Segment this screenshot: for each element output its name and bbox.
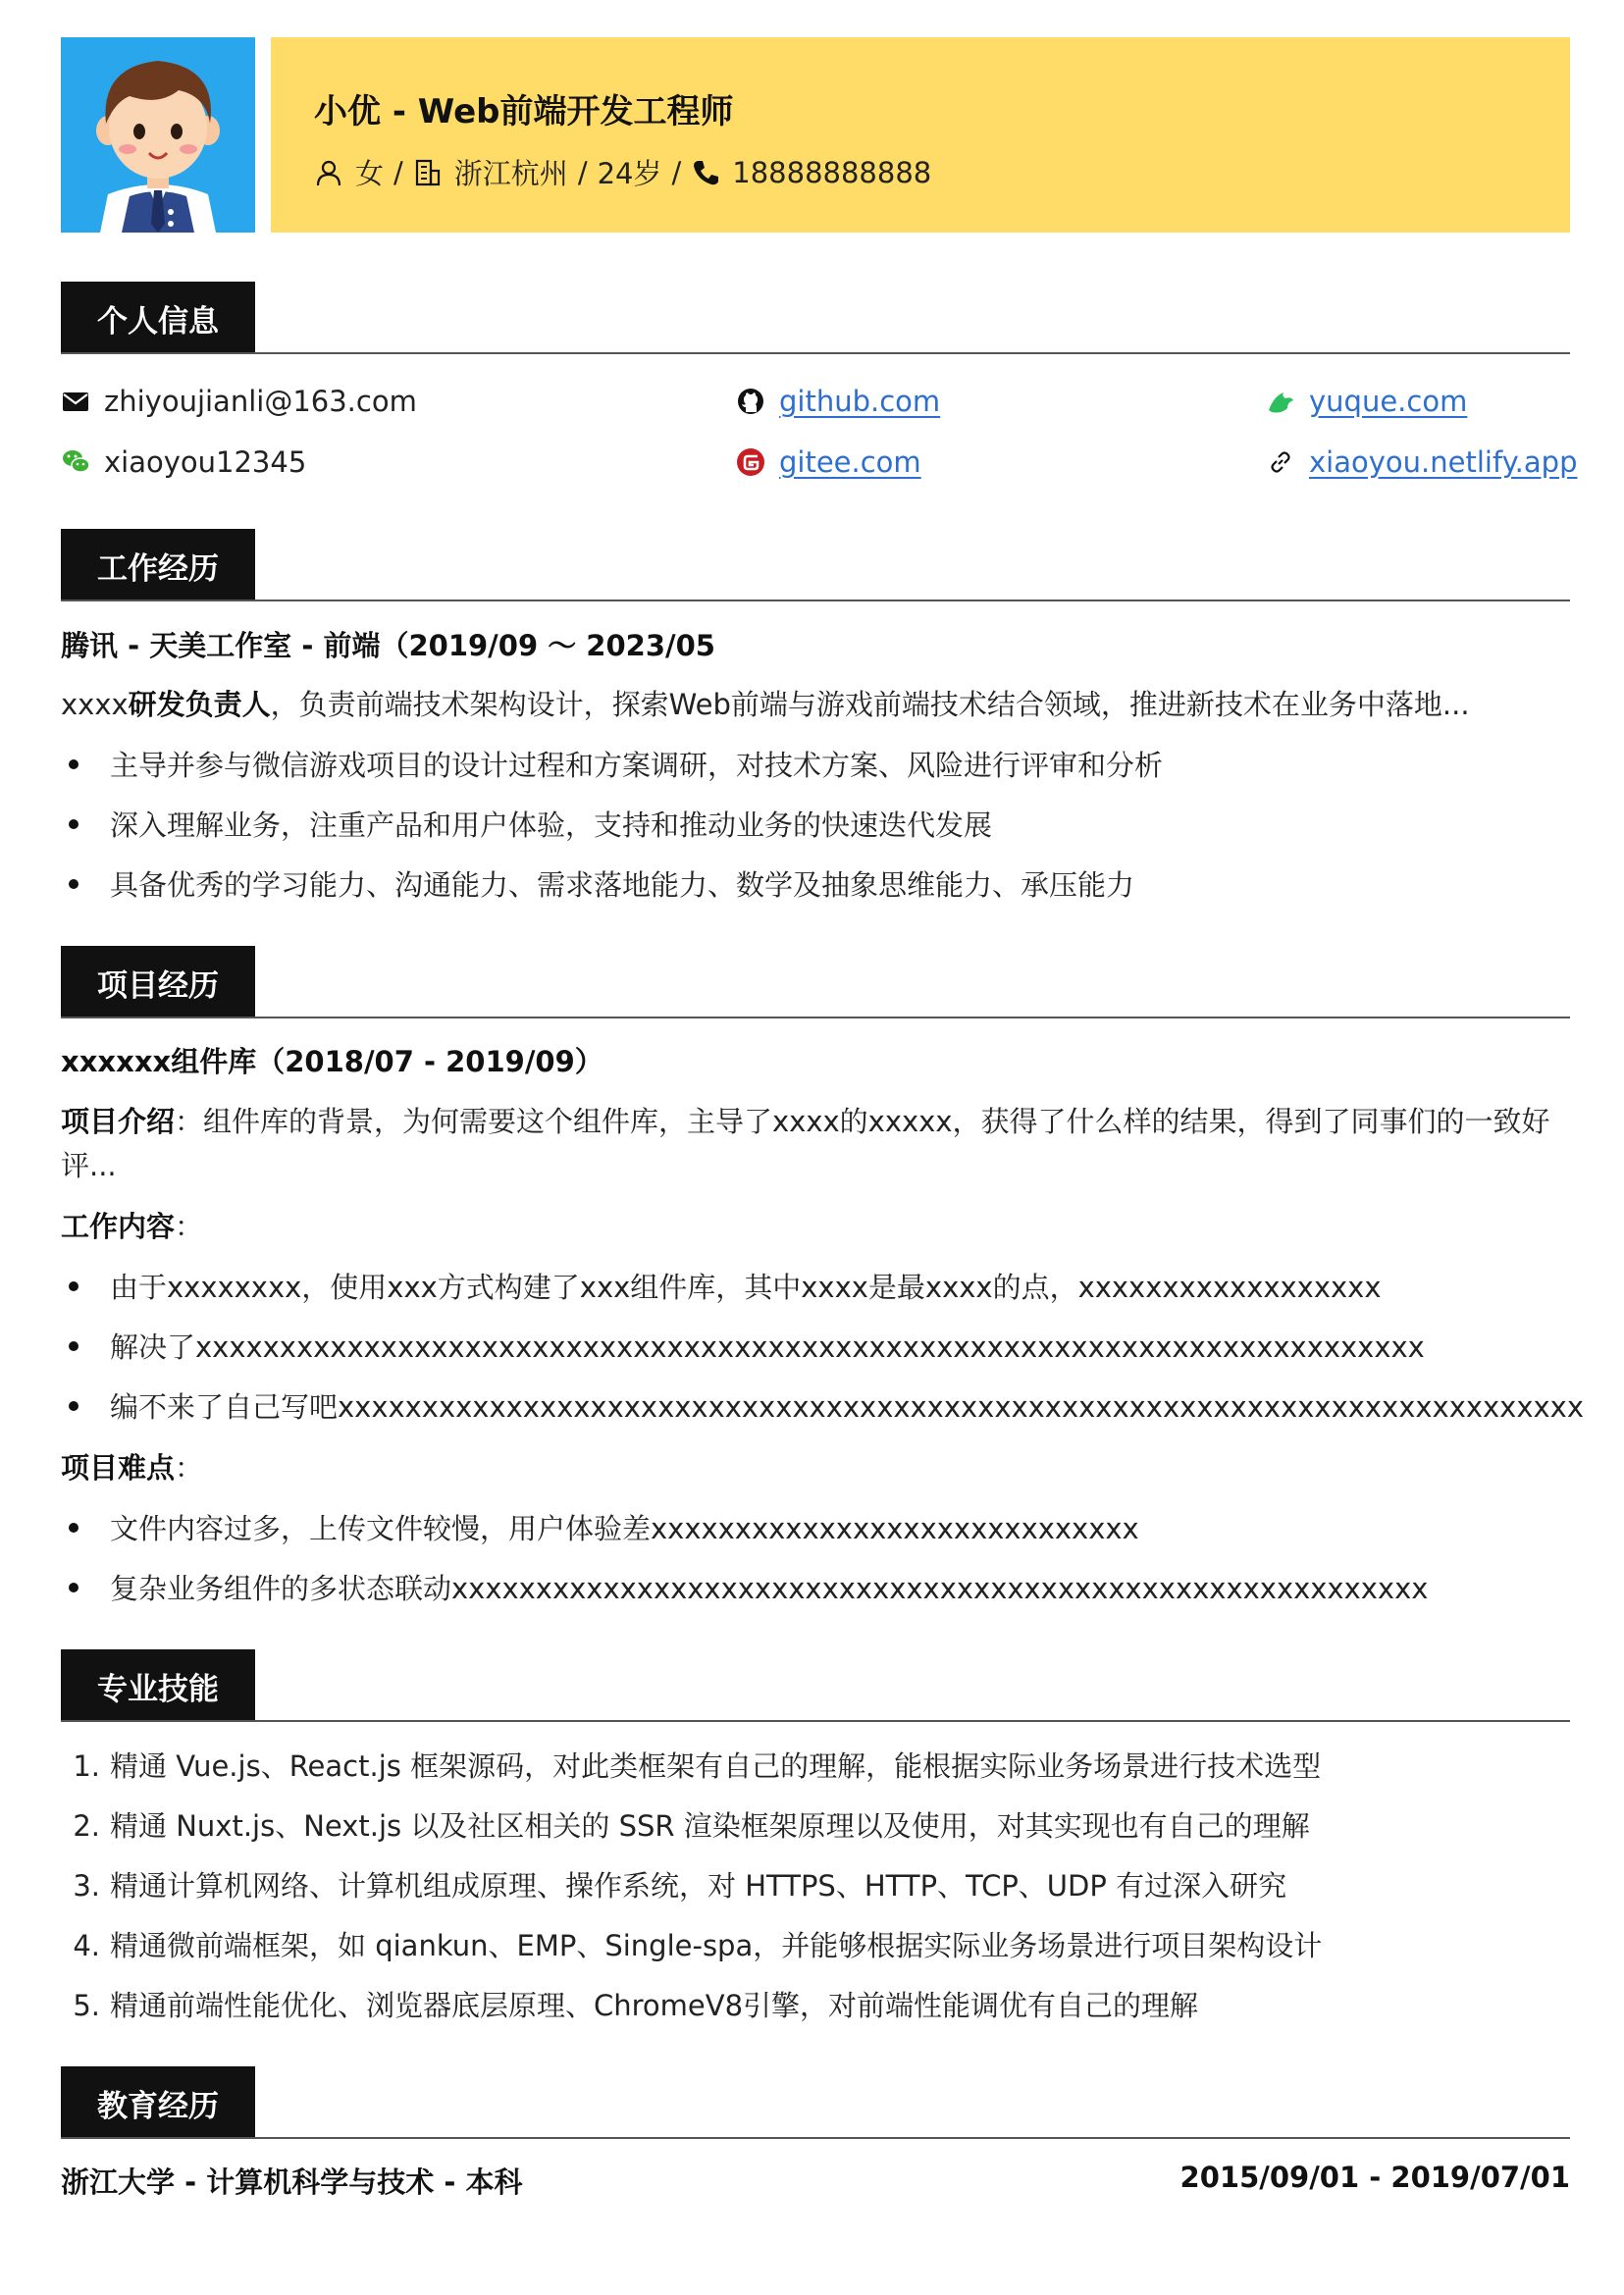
- skill-text: 精通 Nuxt.js、Next.js 以及社区相关的 SSR 渲染框架原理以及使用，对其实现也有自己的理解: [110, 1809, 1310, 1843]
- colon: ：: [175, 1451, 204, 1485]
- bullet-text: 复杂业务组件的多状态联动xxxxxxxxxxxxxxxxxxxxxxxxxxxxxxxxxxxxxxxxxxxxxxxxxxxxxxxxxx: [110, 1572, 1429, 1605]
- skill-number: 1.: [73, 1749, 100, 1783]
- section-divider: [61, 600, 1570, 601]
- bullet-text: 解决了xxxxxxxxxxxxxxxxxxxxxxxxxxxxxxxxxxxxxxxxxxxxxxxxxxxxxxxxxxxxxxxxxxxxxxxxx: [110, 1330, 1425, 1364]
- list-item: [61, 1385, 1584, 1426]
- section-title: 个人信息: [61, 282, 255, 354]
- gitee-link[interactable]: gitee.com: [779, 445, 921, 479]
- separator: /: [577, 155, 588, 189]
- yuque-link[interactable]: yuque.com: [1309, 385, 1468, 418]
- skill-text: 精通前端性能优化、浏览器底层原理、ChromeV8引擎，对前端性能调优有自己的理解: [110, 1989, 1199, 2022]
- skill-item: [61, 1984, 1198, 2024]
- building-icon: [413, 158, 443, 187]
- section-header: [61, 1649, 1570, 1722]
- section-header: [61, 282, 1570, 354]
- section-header: [61, 529, 1570, 601]
- section-divider: [61, 352, 1570, 354]
- work-intro: [61, 683, 1470, 723]
- basic-info: [314, 152, 931, 192]
- education-school: 浙江大学 - 计算机科学与技术 - 本科: [61, 2165, 523, 2199]
- yuque-icon: [1266, 387, 1295, 416]
- section-title: 教育经历: [61, 2066, 255, 2139]
- contact-wechat: [61, 445, 306, 479]
- avatar-illustration: [61, 37, 255, 233]
- website-link[interactable]: xiaoyou.netlify.app: [1309, 445, 1578, 479]
- list-item: [61, 804, 992, 844]
- github-link[interactable]: github.com: [779, 385, 941, 418]
- avatar: [61, 37, 255, 233]
- separator: /: [671, 155, 682, 189]
- bullet-text: 由于xxxxxxxx，使用xxx方式构建了xxx组件库，其中xxxx是最xxxx的点，xxxxxxxxxxxxxxxxxx: [110, 1271, 1382, 1304]
- section-work: [61, 529, 1570, 601]
- candidate-name: 小优 - Web前端开发工程师: [314, 92, 734, 131]
- section-skills: [61, 1649, 1570, 1722]
- colon: ：: [175, 1210, 204, 1243]
- github-icon: [736, 387, 765, 416]
- skill-text: 精通计算机网络、计算机组成原理、操作系统，对 HTTPS、HTTP、TCP、UDP 有过深入研究: [110, 1869, 1287, 1903]
- skill-item: [61, 1924, 1322, 1964]
- skill-number: 5.: [73, 1989, 100, 2022]
- project-intro-text: ：组件库的背景，为何需要这个组件库，主导了xxxx的xxxxx，获得了什么样的结果，得到了同事们的一致好: [175, 1105, 1550, 1138]
- skill-item: [61, 1804, 1310, 1845]
- work-role: 研发负责人: [128, 688, 271, 721]
- person-icon: [314, 158, 343, 187]
- wechat-icon: [61, 447, 90, 477]
- link-icon: [1266, 447, 1295, 477]
- skill-number: 3.: [73, 1869, 100, 1903]
- section-header: [61, 946, 1570, 1018]
- work-intro-prefix: xxxx: [61, 688, 129, 721]
- gender: 女: [355, 157, 385, 190]
- work-intro-rest: ，负责前端技术架构设计，探索Web前端与游戏前端技术结合领域，推进新技术在业务中落地...: [270, 688, 1470, 721]
- project-intro: [61, 1100, 1549, 1140]
- section-personal: [61, 282, 1570, 354]
- bullet-dot: [69, 879, 79, 889]
- project-title: xxxxxx组件库（2018/07 - 2019/09）: [61, 1045, 603, 1078]
- contact-list: [61, 385, 1578, 512]
- section-education: [61, 2066, 1570, 2139]
- difficulty-heading: [61, 1446, 203, 1487]
- gitee-icon: [736, 447, 765, 477]
- age: 24岁: [597, 157, 662, 190]
- section-divider: [61, 1720, 1570, 1722]
- list-item: [61, 863, 1134, 904]
- contact-email: [61, 385, 417, 418]
- email-text: zhiyoujianli@163.com: [104, 385, 417, 418]
- contact-github: [736, 385, 940, 418]
- section-header: [61, 2066, 1570, 2139]
- work-content-heading: [61, 1205, 203, 1245]
- bullet-dot: [69, 1341, 79, 1351]
- skill-number: 2.: [73, 1809, 100, 1843]
- list-item: [61, 1507, 1139, 1547]
- resume-header: [61, 37, 1570, 233]
- list-item: [61, 1266, 1382, 1306]
- bullet-text: 编不来了自己写吧xxxxxxxxxxxxxxxxxxxxxxxxxxxxxxxxxxxxxxxxxxxxxxxxxxxxxxxxxxxxxxxxxxxxxxxxxx: [110, 1390, 1584, 1424]
- list-item: [61, 744, 1163, 784]
- separator: /: [393, 155, 403, 189]
- bullet-dot: [69, 1281, 79, 1291]
- location: 浙江杭州: [453, 157, 568, 190]
- bullet-dot: [69, 1583, 79, 1592]
- bullet-text: 深入理解业务，注重产品和用户体验，支持和推动业务的快速迭代发展: [110, 808, 993, 842]
- bullet-dot: [69, 1523, 79, 1533]
- difficulty-label: 项目难点: [61, 1451, 176, 1485]
- section-project: [61, 946, 1570, 1018]
- section-title: 项目经历: [61, 946, 255, 1018]
- contact-yuque: [1266, 385, 1467, 418]
- project-intro-cont: 评...: [61, 1149, 117, 1182]
- work-title: 腾讯 - 天美工作室 - 前端（2019/09 ～ 2023/05: [61, 629, 715, 662]
- skill-item: [61, 1745, 1321, 1785]
- bullet-text: 主导并参与微信游戏项目的设计过程和方案调研，对技术方案、风险进行评审和分析: [110, 749, 1164, 782]
- contact-website: [1266, 445, 1577, 479]
- bullet-dot: [69, 819, 79, 829]
- skill-text: 精通 Vue.js、React.js 框架源码，对此类框架有自己的理解，能根据实际业务场景进行技术选型: [110, 1749, 1322, 1783]
- list-item: [61, 1567, 1428, 1607]
- section-title: 工作经历: [61, 529, 255, 601]
- bullet-dot: [69, 1401, 79, 1411]
- section-divider: [61, 1017, 1570, 1018]
- project-intro-label: 项目介绍: [61, 1105, 176, 1138]
- bullet-dot: [69, 759, 79, 769]
- header-banner: [271, 37, 1570, 233]
- phone-number: 18888888888: [732, 155, 932, 189]
- work-content-label: 工作内容: [61, 1210, 176, 1243]
- contact-gitee: [736, 445, 921, 479]
- skill-item: [61, 1864, 1286, 1904]
- section-divider: [61, 2137, 1570, 2139]
- section-title: 专业技能: [61, 1649, 255, 1722]
- mail-icon: [61, 387, 90, 416]
- list-item: [61, 1326, 1425, 1366]
- skill-number: 4.: [73, 1929, 100, 1962]
- phone-icon: [691, 158, 720, 187]
- bullet-text: 文件内容过多，上传文件较慢，用户体验差xxxxxxxxxxxxxxxxxxxxxxxxxxxxx: [110, 1512, 1139, 1545]
- skill-text: 精通微前端框架，如 qiankun、EMP、Single-spa，并能够根据实际业务场景进行项目架构设计: [110, 1929, 1323, 1962]
- bullet-text: 具备优秀的学习能力、沟通能力、需求落地能力、数学及抽象思维能力、承压能力: [110, 868, 1135, 902]
- education-period: 2015/09/01 - 2019/07/01: [1179, 2161, 1570, 2194]
- wechat-text: xiaoyou12345: [104, 445, 307, 479]
